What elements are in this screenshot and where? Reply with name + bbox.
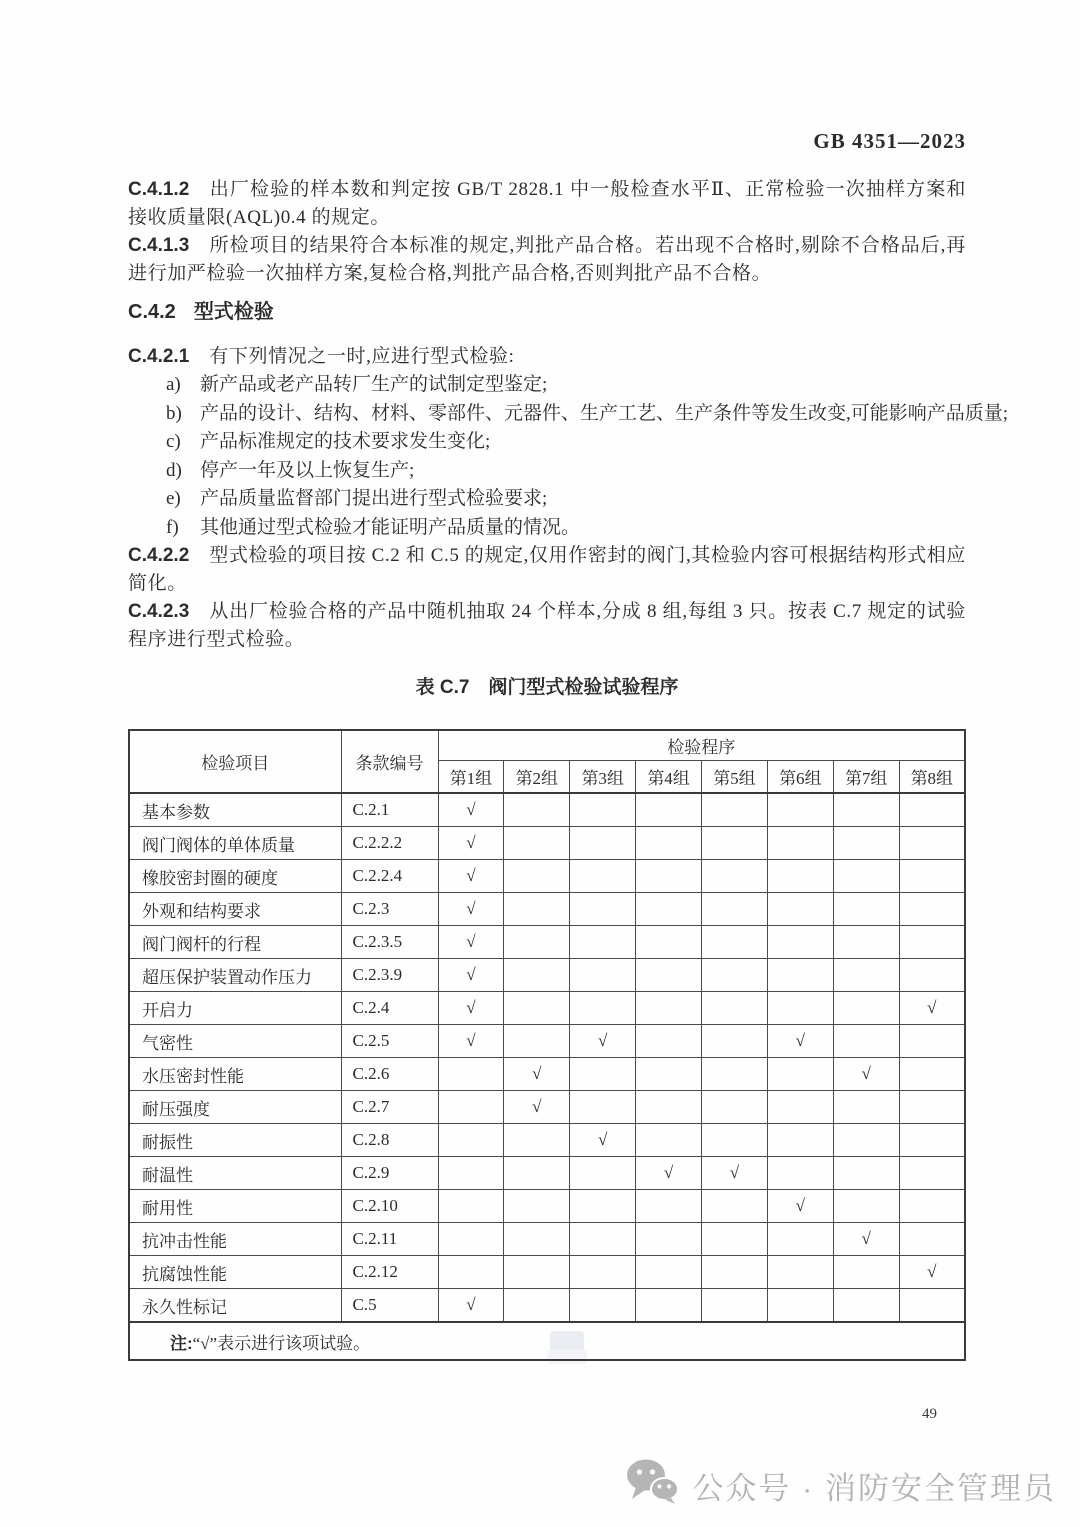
standard-number: GB 4351—2023 xyxy=(813,129,966,153)
empty-cell xyxy=(570,1289,636,1323)
list-item-text: 其他通过型式检验才能证明产品质量的情况。 xyxy=(200,516,581,538)
table-row xyxy=(129,1091,965,1124)
clause-text: 有下列情况之一时,应进行型式检验: xyxy=(209,346,515,367)
empty-cell xyxy=(504,793,570,827)
empty-cell xyxy=(833,1157,899,1190)
empty-cell xyxy=(570,959,636,992)
clause-number: C.4.2.1 xyxy=(128,346,190,367)
table-row xyxy=(129,1157,965,1190)
check-mark-cell: √ xyxy=(438,1025,504,1058)
empty-cell xyxy=(636,1256,702,1289)
empty-cell xyxy=(899,1289,965,1323)
clause-paragraph xyxy=(128,542,966,598)
empty-cell xyxy=(833,1025,899,1058)
test-item-cell: 抗腐蚀性能 xyxy=(129,1256,341,1289)
empty-cell xyxy=(438,1256,504,1289)
empty-cell xyxy=(636,1289,702,1323)
clause-number-cell: C.2.12 xyxy=(341,1256,438,1289)
empty-cell xyxy=(767,1223,833,1256)
test-item-cell: 气密性 xyxy=(129,1025,341,1058)
empty-cell xyxy=(636,1025,702,1058)
empty-cell xyxy=(504,1256,570,1289)
clause-number-cell: C.2.5 xyxy=(341,1025,438,1058)
empty-cell xyxy=(504,1157,570,1190)
page-content xyxy=(128,176,1009,1361)
empty-cell xyxy=(702,1190,768,1223)
check-mark-cell: √ xyxy=(438,827,504,860)
clause-number-cell: C.2.3.9 xyxy=(341,959,438,992)
list-item xyxy=(128,400,1009,429)
test-item-cell: 基本参数 xyxy=(129,793,341,827)
table-row xyxy=(129,827,965,860)
empty-cell xyxy=(702,893,768,926)
clause-number: C.4.1.2 xyxy=(128,179,190,200)
clause-number-cell: C.2.6 xyxy=(341,1058,438,1091)
empty-cell xyxy=(767,860,833,893)
check-mark-cell: √ xyxy=(899,992,965,1025)
table-caption: 表 C.7 阀门型式检验试验程序 xyxy=(415,677,679,698)
empty-cell xyxy=(570,1058,636,1091)
table-row xyxy=(129,1025,965,1058)
clause-number-cell: C.2.10 xyxy=(341,1190,438,1223)
check-mark-cell: √ xyxy=(702,1157,768,1190)
clause-number: C.4.2.3 xyxy=(128,601,190,622)
note-label: 注: xyxy=(170,1333,193,1353)
empty-cell xyxy=(833,926,899,959)
empty-cell xyxy=(899,827,965,860)
table-row xyxy=(129,1223,965,1256)
clause-paragraph xyxy=(128,598,966,654)
empty-cell xyxy=(702,959,768,992)
empty-cell xyxy=(504,959,570,992)
empty-cell xyxy=(899,959,965,992)
empty-cell xyxy=(570,1223,636,1256)
list-marker: b) xyxy=(166,402,182,424)
table-row xyxy=(129,992,965,1025)
empty-cell xyxy=(504,1289,570,1323)
wechat-icon xyxy=(626,1458,680,1512)
check-mark-cell: √ xyxy=(438,793,504,827)
empty-cell xyxy=(833,992,899,1025)
check-mark-cell: √ xyxy=(899,1256,965,1289)
empty-cell xyxy=(504,992,570,1025)
empty-cell xyxy=(899,1025,965,1058)
empty-cell xyxy=(899,1058,965,1091)
empty-cell xyxy=(899,893,965,926)
empty-cell xyxy=(636,1091,702,1124)
col-header-group: 第2组 xyxy=(504,761,570,794)
empty-cell xyxy=(636,1223,702,1256)
page-number: 49 xyxy=(922,1406,937,1422)
clause-number-cell: C.2.8 xyxy=(341,1124,438,1157)
check-mark-cell: √ xyxy=(570,1025,636,1058)
table-row xyxy=(129,1256,965,1289)
empty-cell xyxy=(636,1058,702,1091)
clause-text: 出厂检验的样本数和判定按 GB/T 2828.1 中一般检查水平Ⅱ、正常检验一次抽样方案和接收质量限(AQL)0.4 的规定。 xyxy=(128,179,966,228)
empty-cell xyxy=(636,860,702,893)
clause-text: 型式检验的项目按 C.2 和 C.5 的规定,仅用作密封的阀门,其检验内容可根据结构形式相应简化。 xyxy=(128,545,966,594)
empty-cell xyxy=(702,793,768,827)
table-row xyxy=(129,1190,965,1223)
test-item-cell: 耐振性 xyxy=(129,1124,341,1157)
list-marker: d) xyxy=(166,459,182,481)
empty-cell xyxy=(833,860,899,893)
wechat-label: 公众号 · 消防安全管理员 xyxy=(692,1470,1056,1506)
empty-cell xyxy=(899,1223,965,1256)
empty-cell xyxy=(833,1124,899,1157)
empty-cell xyxy=(833,793,899,827)
empty-cell xyxy=(702,926,768,959)
empty-cell xyxy=(570,893,636,926)
table-row xyxy=(129,793,965,827)
check-mark-cell: √ xyxy=(438,926,504,959)
empty-cell xyxy=(702,992,768,1025)
check-mark-cell: √ xyxy=(767,1025,833,1058)
list-marker: c) xyxy=(166,431,181,452)
list-marker: f) xyxy=(166,516,179,538)
check-mark-cell: √ xyxy=(438,992,504,1025)
header-row-top xyxy=(129,730,965,761)
check-mark-cell: √ xyxy=(438,893,504,926)
empty-cell xyxy=(833,1289,899,1323)
empty-cell xyxy=(899,926,965,959)
list-item-text: 产品标准规定的技术要求发生变化; xyxy=(200,431,491,452)
check-mark-cell: √ xyxy=(833,1223,899,1256)
empty-cell xyxy=(767,1289,833,1323)
empty-cell xyxy=(438,1058,504,1091)
check-mark-cell: √ xyxy=(570,1124,636,1157)
list-item xyxy=(128,371,966,400)
empty-cell xyxy=(636,893,702,926)
clause-number-cell: C.2.7 xyxy=(341,1091,438,1124)
section-title: 型式检验 xyxy=(193,301,274,323)
empty-cell xyxy=(767,992,833,1025)
list-item xyxy=(128,514,966,543)
list-marker: a) xyxy=(166,374,181,395)
empty-cell xyxy=(702,827,768,860)
clause-number: C.4.2.2 xyxy=(128,545,190,566)
col-header-item: 检验项目 xyxy=(129,730,341,793)
clause-number-cell: C.2.9 xyxy=(341,1157,438,1190)
empty-cell xyxy=(636,1190,702,1223)
test-item-cell: 橡胶密封圈的硬度 xyxy=(129,860,341,893)
col-header-group: 第3组 xyxy=(570,761,636,794)
test-item-cell: 耐用性 xyxy=(129,1190,341,1223)
empty-cell xyxy=(833,1190,899,1223)
empty-cell xyxy=(570,793,636,827)
empty-cell xyxy=(767,793,833,827)
empty-cell xyxy=(767,959,833,992)
empty-cell xyxy=(438,1157,504,1190)
check-mark-cell: √ xyxy=(438,860,504,893)
clause-text: 所检项目的结果符合本标准的规定,判批产品合格。若出现不合格时,剔除不合格品后,再进行加严检验一次抽样方案,复检合格,判批产品合格,否则判批产品不合格。 xyxy=(128,235,966,284)
empty-cell xyxy=(702,860,768,893)
check-mark-cell: √ xyxy=(833,1058,899,1091)
empty-cell xyxy=(702,1289,768,1323)
empty-cell xyxy=(570,1091,636,1124)
table-row xyxy=(129,959,965,992)
empty-cell xyxy=(767,893,833,926)
test-item-cell: 超压保护装置动作压力 xyxy=(129,959,341,992)
check-mark-cell: √ xyxy=(636,1157,702,1190)
empty-cell xyxy=(899,1157,965,1190)
empty-cell xyxy=(636,926,702,959)
empty-cell xyxy=(767,827,833,860)
table-header xyxy=(129,730,965,793)
empty-cell xyxy=(833,827,899,860)
clause-number-cell: C.2.2.4 xyxy=(341,860,438,893)
test-item-cell: 水压密封性能 xyxy=(129,1058,341,1091)
col-header-clause: 条款编号 xyxy=(341,730,438,793)
check-mark-cell: √ xyxy=(438,959,504,992)
list-item-text: 产品质量监督部门提出进行型式检验要求; xyxy=(200,488,548,509)
clause-number-cell: C.2.1 xyxy=(341,793,438,827)
test-item-cell: 阀门阀体的单体质量 xyxy=(129,827,341,860)
list-item xyxy=(128,485,966,514)
section-heading xyxy=(128,298,966,326)
empty-cell xyxy=(833,893,899,926)
table-row xyxy=(129,1058,965,1091)
check-mark-cell: √ xyxy=(504,1091,570,1124)
col-header-group: 第4组 xyxy=(636,761,702,794)
empty-cell xyxy=(702,1025,768,1058)
empty-cell xyxy=(767,1157,833,1190)
empty-cell xyxy=(504,926,570,959)
clause-text: 从出厂检验合格的产品中随机抽取 24 个样本,分成 8 组,每组 3 只。按表 C.7 规定的试验程序进行型式检验。 xyxy=(128,601,966,650)
check-mark-cell: √ xyxy=(504,1058,570,1091)
test-item-cell: 耐温性 xyxy=(129,1157,341,1190)
table-note xyxy=(129,1322,965,1360)
empty-cell xyxy=(899,1124,965,1157)
note-row xyxy=(129,1322,965,1360)
empty-cell xyxy=(636,793,702,827)
empty-cell xyxy=(833,959,899,992)
list-item xyxy=(128,457,966,486)
col-header-group: 第6组 xyxy=(767,761,833,794)
col-header-group: 第7组 xyxy=(833,761,899,794)
empty-cell xyxy=(702,1124,768,1157)
table-row xyxy=(129,893,965,926)
table-row xyxy=(129,1289,965,1323)
table-body xyxy=(129,793,965,1322)
clause-paragraph xyxy=(128,343,966,371)
empty-cell xyxy=(833,1256,899,1289)
col-header-group: 第5组 xyxy=(702,761,768,794)
test-procedure-table xyxy=(128,729,966,1361)
empty-cell xyxy=(570,926,636,959)
empty-cell xyxy=(767,1091,833,1124)
empty-cell xyxy=(767,926,833,959)
test-item-cell: 永久性标记 xyxy=(129,1289,341,1323)
clause-number: C.4.1.3 xyxy=(128,235,190,256)
empty-cell xyxy=(570,1190,636,1223)
empty-cell xyxy=(899,1190,965,1223)
table-row xyxy=(129,1124,965,1157)
test-item-cell: 外观和结构要求 xyxy=(129,893,341,926)
list-item-text: 新产品或老产品转厂生产的试制定型鉴定; xyxy=(200,374,548,395)
empty-cell xyxy=(504,1025,570,1058)
empty-cell xyxy=(438,1223,504,1256)
empty-cell xyxy=(899,793,965,827)
empty-cell xyxy=(570,860,636,893)
col-header-procedure: 检验程序 xyxy=(438,730,965,761)
table-row xyxy=(129,926,965,959)
test-item-cell: 耐压强度 xyxy=(129,1091,341,1124)
clause-number-cell: C.2.11 xyxy=(341,1223,438,1256)
empty-cell xyxy=(504,1190,570,1223)
test-item-cell: 阀门阀杆的行程 xyxy=(129,926,341,959)
empty-cell xyxy=(899,1091,965,1124)
empty-cell xyxy=(702,1223,768,1256)
empty-cell xyxy=(438,1091,504,1124)
list-item-text: 停产一年及以上恢复生产; xyxy=(200,459,415,481)
empty-cell xyxy=(767,1256,833,1289)
empty-cell xyxy=(636,827,702,860)
table-footer xyxy=(129,1322,965,1360)
clause-number-cell: C.2.4 xyxy=(341,992,438,1025)
empty-cell xyxy=(438,1190,504,1223)
test-item-cell: 抗冲击性能 xyxy=(129,1223,341,1256)
list-marker: e) xyxy=(166,488,181,509)
empty-cell xyxy=(767,1058,833,1091)
clause-number-cell: C.2.2.2 xyxy=(341,827,438,860)
note-text: “√”表示进行该项试验。 xyxy=(192,1333,371,1353)
list-item xyxy=(128,428,966,457)
clause-number-cell: C.5 xyxy=(341,1289,438,1323)
empty-cell xyxy=(833,1091,899,1124)
empty-cell xyxy=(899,860,965,893)
empty-cell xyxy=(636,1124,702,1157)
empty-cell xyxy=(504,860,570,893)
empty-cell xyxy=(570,992,636,1025)
empty-cell xyxy=(570,1256,636,1289)
col-header-group: 第8组 xyxy=(899,761,965,794)
empty-cell xyxy=(570,827,636,860)
clause-number-cell: C.2.3.5 xyxy=(341,926,438,959)
empty-cell xyxy=(702,1256,768,1289)
empty-cell xyxy=(438,1124,504,1157)
empty-cell xyxy=(702,1091,768,1124)
empty-cell xyxy=(702,1058,768,1091)
empty-cell xyxy=(636,959,702,992)
list-item-text: 产品的设计、结构、材料、零部件、元器件、生产工艺、生产条件等发生改变,可能影响产品质量; xyxy=(200,402,1009,424)
empty-cell xyxy=(504,1124,570,1157)
check-mark-cell: √ xyxy=(767,1190,833,1223)
empty-cell xyxy=(636,992,702,1025)
clause-number-cell: C.2.3 xyxy=(341,893,438,926)
test-item-cell: 开启力 xyxy=(129,992,341,1025)
section-number: C.4.2 xyxy=(128,301,176,323)
table-row xyxy=(129,860,965,893)
clause-paragraph xyxy=(128,232,966,288)
empty-cell xyxy=(767,1124,833,1157)
clause-paragraph xyxy=(128,176,966,232)
check-mark-cell: √ xyxy=(438,1289,504,1323)
empty-cell xyxy=(504,827,570,860)
empty-cell xyxy=(504,1223,570,1256)
empty-cell xyxy=(504,893,570,926)
wechat-watermark xyxy=(626,1458,1056,1512)
col-header-group: 第1组 xyxy=(438,761,504,794)
empty-cell xyxy=(570,1157,636,1190)
condition-list xyxy=(128,371,1009,542)
